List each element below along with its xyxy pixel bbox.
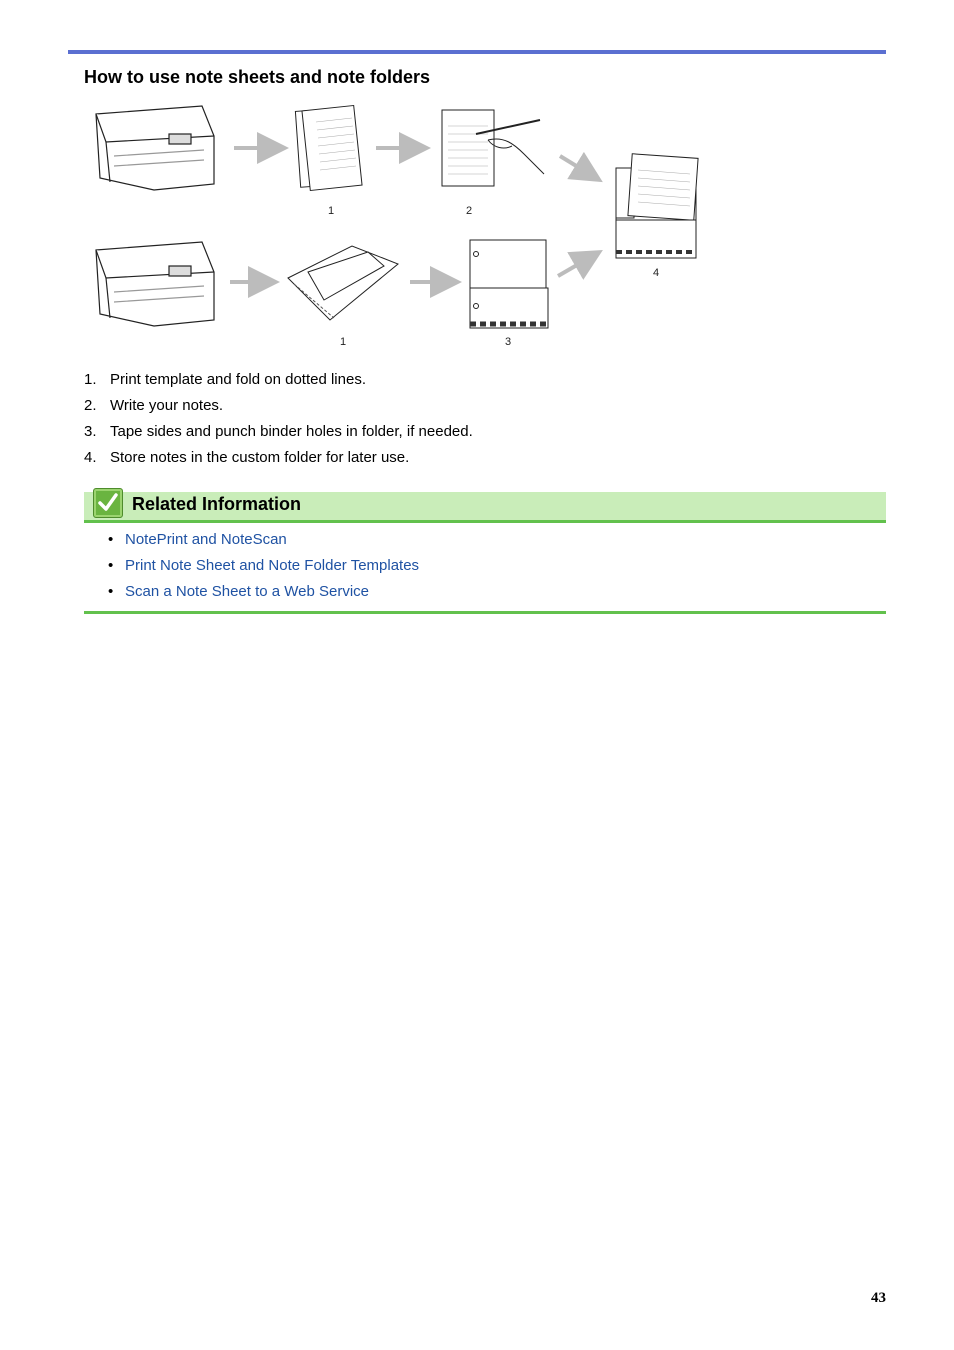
link-print-templates[interactable]: Print Note Sheet and Note Folder Templates: [125, 557, 420, 574]
page-number: 43: [871, 1290, 886, 1306]
related-information-header: [84, 492, 886, 523]
step-text: Write your notes.: [110, 397, 224, 414]
step-number: 1.: [84, 371, 97, 388]
bottom-rule: [84, 611, 886, 614]
figure-label-1b: 1: [339, 336, 347, 348]
step-item: [84, 369, 473, 395]
figure-label-4: 4: [652, 267, 660, 279]
steps-list: [84, 369, 473, 473]
link-scan-web-service[interactable]: Scan a Note Sheet to a Web Service: [125, 583, 370, 600]
related-links-list: [108, 529, 419, 607]
list-item: [108, 555, 419, 581]
stored-notes-icon: [616, 154, 698, 258]
note-sheet-icon: [295, 106, 362, 191]
section-heading: How to use note sheets and note folders: [84, 67, 431, 87]
arrow-icon: [560, 156, 596, 178]
bullet: •: [108, 531, 114, 548]
note-folder-icon: [288, 246, 398, 320]
link-noteprint-notescan[interactable]: NotePrint and NoteScan: [125, 531, 287, 548]
step-item: [84, 447, 473, 473]
checkmark-icon: [93, 488, 123, 518]
step-item: [84, 395, 473, 421]
step-number: 2.: [84, 397, 97, 414]
bullet: •: [108, 557, 114, 574]
top-rule: [68, 50, 886, 54]
step-text: Tape sides and punch binder holes in folder, if needed.: [110, 423, 473, 440]
writing-hand-icon: [442, 110, 544, 186]
figure-label-2: 2: [465, 205, 473, 217]
figure-label-3: 3: [504, 336, 512, 348]
printer-icon: [96, 242, 214, 326]
note-workflow-figure: [84, 96, 724, 356]
related-information-title: Related Information: [132, 494, 302, 514]
step-item: [84, 421, 473, 447]
printer-icon: [96, 106, 214, 190]
arrow-icon: [558, 254, 596, 276]
step-text: Store notes in the custom folder for later use.: [110, 449, 410, 466]
step-number: 4.: [84, 449, 97, 466]
step-number: 3.: [84, 423, 97, 440]
bullet: •: [108, 583, 114, 600]
figure-label-1: 1: [327, 205, 335, 217]
taped-folder-icon: [470, 240, 548, 328]
list-item: [108, 581, 419, 607]
list-item: [108, 529, 419, 555]
step-text: Print template and fold on dotted lines.: [110, 371, 366, 388]
